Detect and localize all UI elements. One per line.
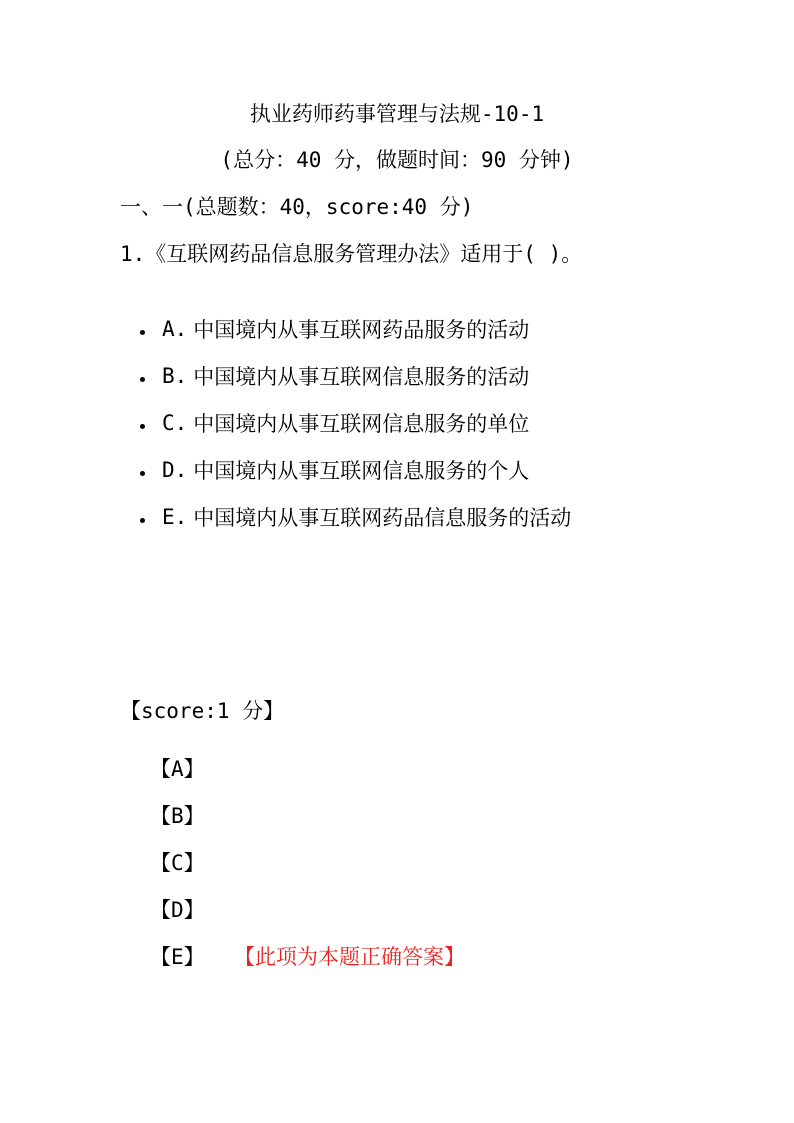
bullet-icon [140,330,145,335]
answer-row-b [150,791,465,838]
question-stem: 1.《互联网药品信息服务管理办法》适用于( )。 [120,242,583,266]
answer-row-d [150,885,465,932]
option-letter: A. [162,316,188,341]
correct-answer-label: 【此项为本题正确答案】 [234,944,465,969]
option-c [140,399,571,446]
bullet-icon [140,424,145,429]
section-heading: 一、一(总题数：40，score:40 分) [120,195,474,219]
option-text: 中国境内从事互联网药品服务的活动 [193,317,530,342]
option-letter: E. [162,504,188,529]
option-letter: B. [162,363,188,388]
option-e [140,493,571,540]
option-letter: D. [162,457,188,482]
answer-row-a [150,744,465,791]
option-text: 中国境内从事互联网信息服务的单位 [193,411,530,436]
bullet-icon [140,518,145,523]
option-a [140,305,571,352]
option-d [140,446,571,493]
answer-row-e [150,932,465,979]
document-title: 执业药师药事管理与法规-10-1 [249,102,545,126]
answer-key: 【B】 [150,803,205,828]
bullet-icon [140,377,145,382]
document-subtitle: (总分：40 分，做题时间：90 分钟) [220,148,574,172]
answer-list [150,744,465,979]
bullet-icon [140,471,145,476]
answer-key: 【D】 [150,897,205,922]
option-letter: C. [162,410,188,435]
answer-key: 【E】 [150,944,205,969]
option-b [140,352,571,399]
option-text: 中国境内从事互联网药品信息服务的活动 [193,505,572,530]
score-label: 【score:1 分】 [120,699,285,723]
answer-row-c [150,838,465,885]
answer-key: 【C】 [150,850,205,875]
option-text: 中国境内从事互联网信息服务的个人 [193,458,530,483]
option-list [140,305,571,540]
answer-key: 【A】 [150,756,205,781]
option-text: 中国境内从事互联网信息服务的活动 [193,364,530,389]
